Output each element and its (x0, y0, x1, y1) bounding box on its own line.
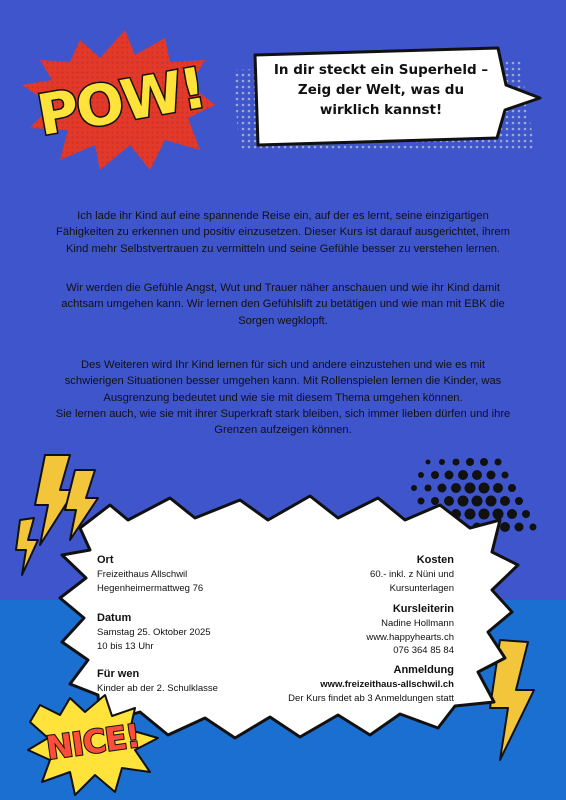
pow-logo (15, 30, 215, 180)
paragraph-line: Ausgrenzung bedeutet und wie sie mit diesem Thema umgehen können. (103, 391, 463, 404)
paragraph-line: Kind mehr Selbstvertrauen zu vermitteln und seine Gefühle besser zu verstehen lernen. (65, 242, 501, 255)
registration-note: Der Kurs findet ab 3 Anmeldungen statt (288, 692, 454, 704)
nice-text: NICE! (43, 716, 142, 768)
intro-paragraph (30, 208, 536, 257)
paragraph-line: Sie lernen auch, wie sie mit ihrer Superkraft stark bleiben, sich immer lieben dürfen und ihre (55, 407, 511, 420)
feelings-paragraph (30, 280, 536, 329)
date-label: Datum (97, 612, 132, 624)
location-label: Ort (97, 554, 114, 566)
location-address: Hegenheimermattweg 76 (97, 582, 204, 594)
skills-paragraph (30, 357, 536, 438)
date-block (97, 611, 211, 653)
tagline-line-2: Zeig der Welt, was du (297, 82, 465, 98)
date-value: Samstag 25. Oktober 2025 (97, 627, 211, 638)
pow-text: POW! (32, 55, 210, 150)
instructor-block (366, 602, 454, 658)
paragraph-line: Fähigkeiten zu erkennen und positiv einzusetzen. Dieser Kurs ist darauf ausgerichtet, ihrem (56, 226, 510, 239)
paragraph-line: Ich lade ihr Kind auf eine spannende Reise ein, auf der es lernt, seine einzigartigen (77, 210, 489, 222)
instructor-website[interactable]: www.happyhearts.ch (366, 631, 454, 643)
instructor-phone[interactable]: 076 364 85 84 (393, 645, 454, 656)
paragraph-line: Wir werden die Gefühle Angst, Wut und Trauer näher anschauen und wie ihr Kind damit (66, 282, 500, 294)
paragraph-line: Des Weiteren wird Ihr Kind lernen für sich und andere einzustehen und wie es mit (80, 359, 485, 371)
audience-label: Für wen (97, 668, 140, 680)
instructor-label: Kursleiterin (392, 603, 454, 615)
registration-block (288, 663, 454, 705)
tagline-line-1: In dir steckt ein Superheld – (273, 62, 489, 78)
registration-link[interactable]: www.freizeithaus-allschwil.ch (320, 679, 454, 690)
paragraph-line: Grenzen aufzeigen können. (214, 424, 352, 437)
cost-label: Kosten (416, 554, 454, 566)
paragraph-line: achtsam umgehen kann. Wir lernen den Gefühlslift zu betätigen und wie man mit EBK die (61, 298, 505, 311)
cost-detail: Kursunterlagen (389, 582, 454, 594)
tagline-line-3: wirklich kannst! (319, 102, 443, 118)
tagline (250, 60, 512, 120)
paragraph-line: Sorgen wegklopft. (238, 314, 328, 327)
time-value: 10 bis 13 Uhr (97, 640, 154, 652)
tagline-bubble (250, 52, 512, 140)
audience-value: Kinder ab der 2. Schulklasse (97, 683, 218, 694)
paragraph-line: schwierigen Situationen besser umgehen kann. Mit Rollenspielen lernen die Kinder, was (64, 375, 502, 388)
registration-label: Anmeldung (393, 664, 454, 676)
cost-block (370, 553, 454, 595)
location-name: Freizeithaus Allschwil (97, 569, 188, 580)
instructor-name: Nadine Hollmann (381, 618, 454, 629)
nice-logo (30, 695, 160, 790)
audience-block (97, 667, 218, 696)
cost-value: 60.- inkl. z Nüni und (370, 569, 454, 580)
location-block (97, 553, 203, 595)
